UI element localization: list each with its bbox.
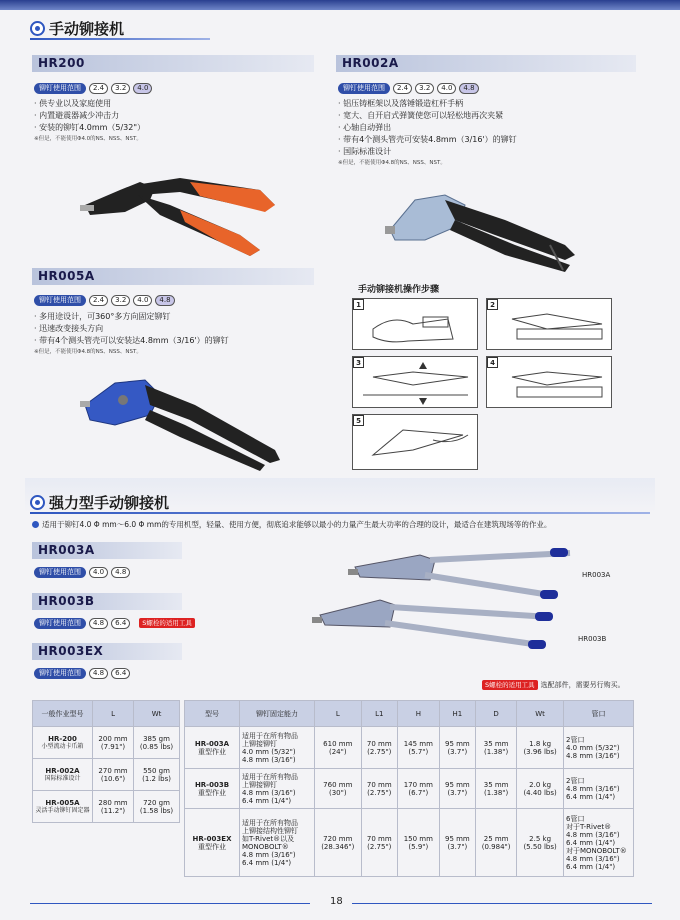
range-label: 铆钉使用范围 — [34, 83, 86, 94]
range-label: 铆钉使用范围 — [338, 83, 390, 94]
hr005a-tool-image — [75, 365, 285, 475]
size-pill: 4.8 — [459, 83, 478, 94]
feature-item: · 多用途设计，可360°多方向固定铆钉 — [34, 312, 171, 321]
range-label: 铆钉使用范围 — [34, 668, 86, 679]
table-row: HR-003EX 重型作业 适用于在所有物品 上铆接结构性铆钉 如T-Rivet®以及 MONOBOLT® 4.8 mm (3/16") 6.4 mm (1/4") 720 mm (28.346") 70 mm (2.75") 150 mm (5.9") 95 mm (3.7") 25 mm (0.984") 2.5 kg (5.50 lbs) 6管口 对于T-Rivet® 4.8 mm (3/16") 6.4 mm (1/4") 对于MONOBOLT® 4.8 mm (3/16") 6.4 mm (1/4") — [185, 809, 634, 877]
table-header: 一般作业型号 — [33, 701, 93, 727]
step-2-panel — [486, 298, 612, 350]
hr003a-model: HR003A — [38, 543, 95, 557]
step-5-illustration — [353, 415, 477, 469]
table-header: 型号 — [185, 701, 240, 727]
table-header: Wt — [134, 701, 180, 727]
table-row: HR-003B 重型作业 适用于在所有物品 上铆接铆钉 4.8 mm (3/16") 6.4 mm (1/4") 760 mm (30") 70 mm (2.75") 170 mm (6.7") 95 mm (3.7") 35 mm (1.38") 2.0 kg (4.40 lbs) 2管口 4.8 mm (3/16") 6.4 mm (1/4") — [185, 769, 634, 809]
size-pill: 3.2 — [415, 83, 434, 94]
step-1-panel — [352, 298, 478, 350]
heavy-tools-image — [300, 545, 590, 665]
size-pill: 4.8 — [89, 668, 108, 679]
section2-title — [30, 492, 169, 513]
step-number: 4 — [487, 357, 498, 368]
note: ※但是，不能使用Φ4.8的NS、NSS、NST。 — [34, 349, 142, 355]
step-3-illustration — [353, 357, 477, 407]
hr003ex-model-bar — [32, 643, 182, 660]
size-pill: 2.4 — [393, 83, 412, 94]
hr003b-image-label: HR003B — [578, 635, 607, 643]
table-row: HR-002A 国际标准设计 270 mm (10.6") 550 gm (1.2 lbs) — [33, 759, 180, 791]
feature-item: · 安装的铆钉4.0mm（5/32"） — [34, 123, 146, 132]
tag-note: 选配部件，需要另行购买。 — [540, 681, 625, 689]
hr002a-model-bar — [336, 55, 636, 72]
size-pill: 4.8 — [89, 618, 108, 629]
size-pill: 4.0 — [437, 83, 456, 94]
step-1-illustration — [353, 299, 477, 349]
table-header: D — [476, 701, 517, 727]
hr200-model: HR200 — [38, 56, 85, 70]
size-pill: 4.8 — [155, 295, 174, 306]
hr002a-model: HR002A — [342, 56, 399, 70]
hr005a-range — [34, 294, 175, 306]
size-pill: 4.8 — [111, 567, 130, 578]
hr002a-features — [338, 98, 517, 166]
hr003a-image-label: HR003A — [582, 571, 611, 579]
hr002a-range — [338, 82, 479, 94]
feature-item: · 心轴自动弹出 — [338, 123, 392, 132]
table-header: Wt — [517, 701, 564, 727]
table-header: 管口 — [564, 701, 634, 727]
s-bolt-tag: S螺栓的适用工具 — [482, 680, 538, 690]
circle-bullet-icon — [30, 21, 45, 36]
hr200-features — [34, 98, 145, 142]
spec-table-heavy — [184, 700, 634, 877]
feature-item: · 宽大、自开启式弹簧使您可以轻松地再次夹紧 — [338, 111, 504, 120]
hr002a-tool-image — [385, 180, 585, 280]
feature-item: · 铝压铸框架以及落锤锻造杠杆手柄 — [338, 99, 464, 108]
size-pill: 4.0 — [133, 83, 152, 94]
step-3-panel — [352, 356, 478, 408]
hr003b-model: HR003B — [38, 594, 95, 608]
table-header: L1 — [361, 701, 397, 727]
section2-intro-text: 适用于铆钉4.0 Φ mm～6.0 Φ mm的专用机型，轻量、使用方便，彻底追求能够以最小的力量产生最大功率的合理的设计，最适合在建筑现场等的作业。 — [42, 520, 552, 529]
table-row: HR-200 小型流动卡爪箱 200 mm (7.91") 385 gm (0.85 lbs) — [33, 727, 180, 759]
hr005a-features — [34, 311, 229, 355]
hr003b-model-bar — [32, 593, 182, 610]
table-header: L — [93, 701, 134, 727]
section2-intro — [32, 519, 551, 530]
table-row: HR-005A 灵活手动铆钉固定器 280 mm (11.2") 720 gm (1.58 lbs) — [33, 791, 180, 823]
feature-item: · 带有4个测头管壳可安装4.8mm（3/16'）的铆钉 — [338, 135, 517, 144]
table-header: 铆钉固定能力 — [240, 701, 315, 727]
section1-rule — [30, 38, 210, 40]
section1-title — [30, 18, 124, 39]
table-header: L — [315, 701, 362, 727]
step-number: 5 — [353, 415, 364, 426]
feature-item: · 带有4个测头管壳可以安装达4.8mm（3/16'）的铆钉 — [34, 336, 229, 345]
hr003ex-model: HR003EX — [38, 644, 104, 658]
table-header: H1 — [439, 701, 475, 727]
footer-rule-left — [30, 903, 310, 904]
note: ※但是，不能使用Φ4.0的NS、NSS、NST。 — [34, 136, 142, 142]
hr005a-model: HR005A — [38, 269, 95, 283]
top-bar — [0, 0, 680, 10]
size-pill: 2.4 — [89, 295, 108, 306]
section1-title-text: 手动铆接机 — [49, 20, 125, 38]
size-pill: 2.4 — [89, 83, 108, 94]
step-4-panel — [486, 356, 612, 408]
hr003ex-tag-row — [482, 680, 625, 690]
section2-rule — [30, 512, 650, 514]
hr003a-model-bar — [32, 542, 182, 559]
step-number: 3 — [353, 357, 364, 368]
size-pill: 4.0 — [133, 295, 152, 306]
size-pill: 6.4 — [111, 618, 130, 629]
step-4-illustration — [487, 357, 611, 407]
hr003a-range — [34, 566, 130, 578]
step-number: 2 — [487, 299, 498, 310]
hr200-tool-image — [80, 160, 280, 260]
hr200-model-bar — [32, 55, 314, 72]
range-label: 铆钉使用范围 — [34, 567, 86, 578]
step-number: 1 — [353, 299, 364, 310]
size-pill: 4.0 — [89, 567, 108, 578]
hr003ex-range — [34, 667, 130, 679]
step-5-panel — [352, 414, 478, 470]
feature-item: · 迅速改变接头方向 — [34, 324, 104, 333]
section2-title-text: 强力型手动铆接机 — [49, 494, 170, 512]
footer-rule-right — [352, 903, 652, 904]
table-header: H — [397, 701, 439, 727]
hr005a-model-bar — [32, 268, 314, 285]
hr200-range — [34, 82, 152, 94]
size-pill: 3.2 — [111, 83, 130, 94]
table-row: HR-003A 重型作业 适用于在所有物品 上铆接铆钉 4.0 mm (5/32") 4.8 mm (3/16") 610 mm (24") 70 mm (2.75") 145 mm (5.7") 95 mm (3.7") 35 mm (1.38") 1.8 kg (3.96 lbs) 2管口 4.0 mm (5/32") 4.8 mm (3/16") — [185, 727, 634, 769]
step-2-illustration — [487, 299, 611, 349]
steps-title: 手动铆接机操作步骤 — [358, 285, 440, 295]
range-label: 铆钉使用范围 — [34, 618, 86, 629]
circle-bullet-icon — [30, 495, 45, 510]
hr003b-range — [34, 617, 195, 629]
feature-item: · 供专业以及家庭使用 — [34, 99, 112, 108]
s-bolt-tag: S螺栓的适用工具 — [139, 618, 195, 628]
size-pill: 3.2 — [111, 295, 130, 306]
feature-item: · 国际标准设计 — [338, 147, 392, 156]
page-number: 18 — [330, 896, 343, 907]
feature-item: · 内置避震器减少冲击力 — [34, 111, 120, 120]
spec-table-general — [32, 700, 180, 823]
dot-icon — [32, 521, 39, 528]
note: ※但是，不能使用Φ4.8的NS、NSS、NST。 — [338, 160, 446, 166]
range-label: 铆钉使用范围 — [34, 295, 86, 306]
size-pill: 6.4 — [111, 668, 130, 679]
